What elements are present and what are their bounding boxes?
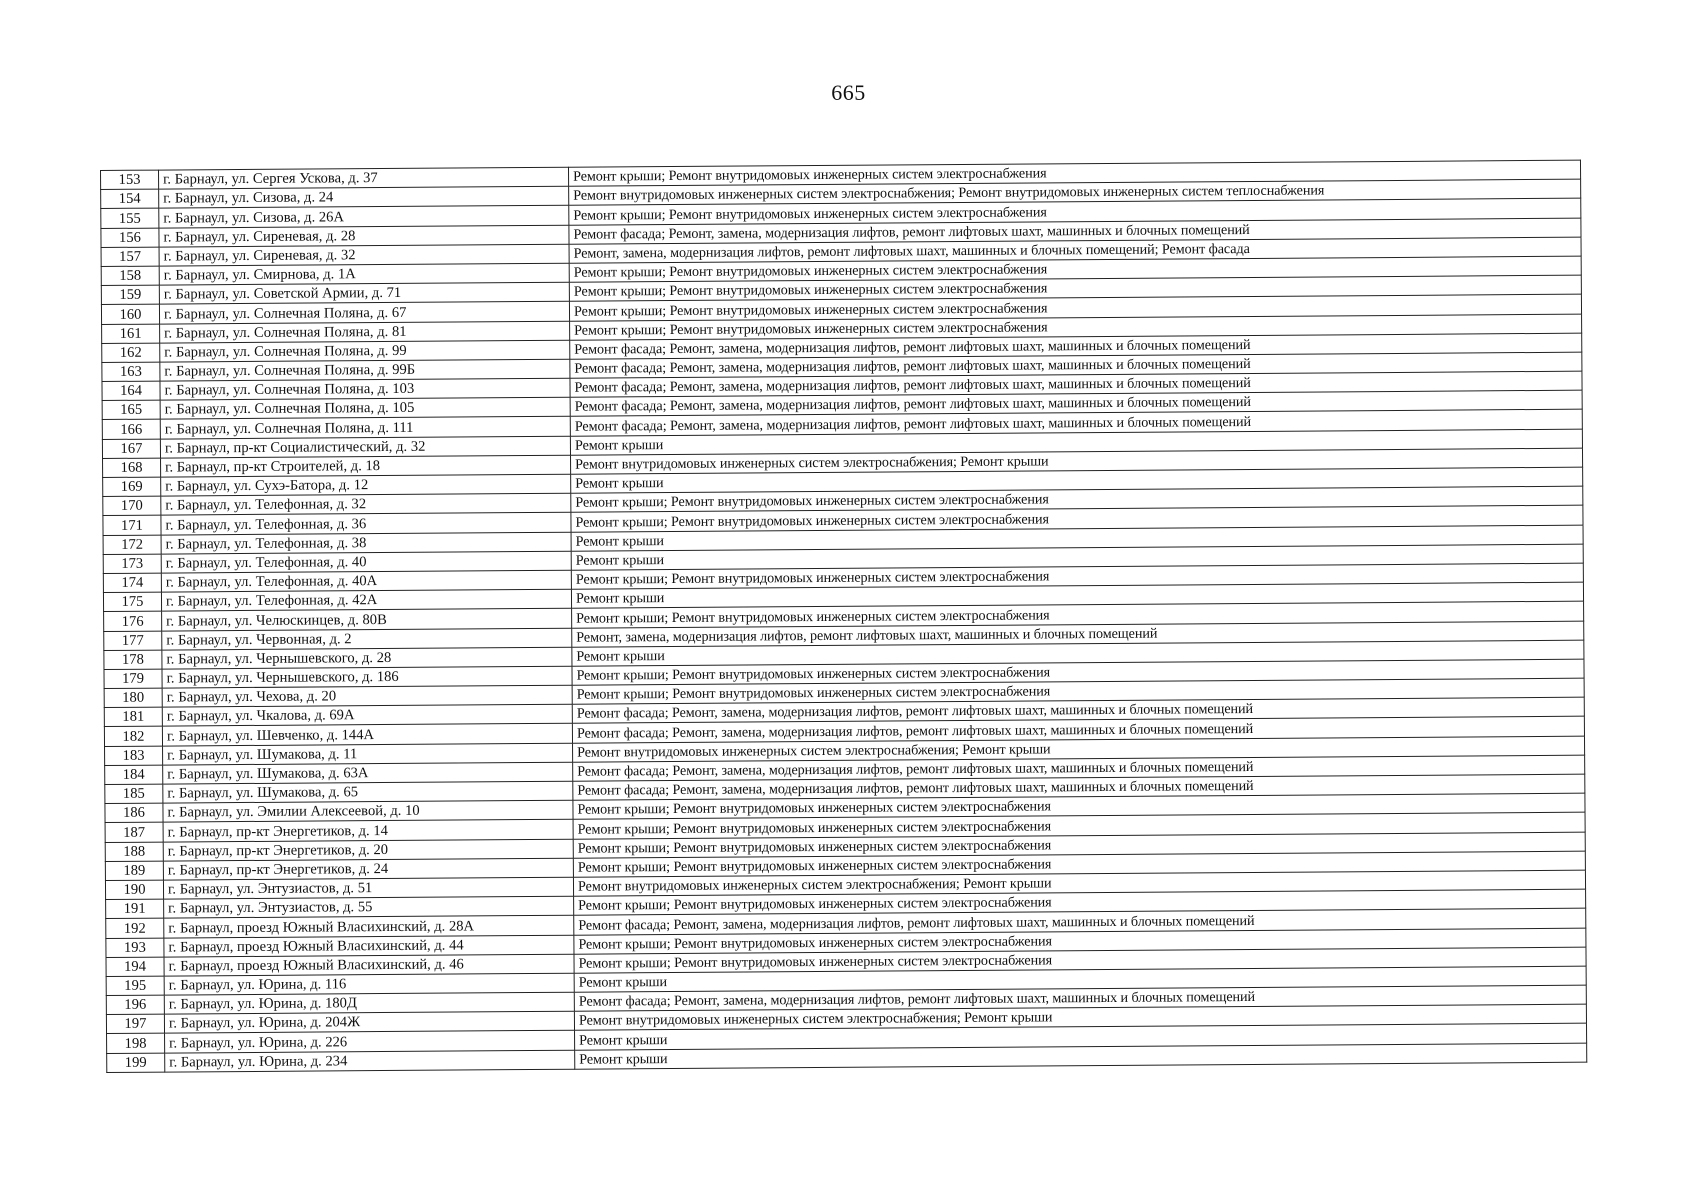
address-cell: г. Барнаул, ул. Шумакова, д. 65 (163, 781, 573, 803)
row-number-cell: 158 (101, 266, 159, 286)
address-cell: г. Барнаул, проезд Южный Власихинский, д. 28А (164, 916, 574, 938)
works-cell: Ремонт фасада; Ремонт, замена, модернизация лифтов, ремонт лифтовых шахт, машинных и блочных помещений (574, 985, 1586, 1011)
row-number-cell: 157 (101, 247, 159, 267)
row-number-cell: 172 (103, 535, 161, 555)
row-number-cell: 195 (106, 976, 164, 996)
works-cell: Ремонт крыши; Ремонт внутридомовых инженерных систем электроснабжения (573, 851, 1585, 877)
address-cell: г. Барнаул, ул. Солнечная Поляна, д. 99Б (160, 359, 570, 381)
works-cell: Ремонт крыши (575, 1024, 1587, 1050)
table-body (101, 160, 1587, 1072)
row-number-cell: 187 (105, 822, 163, 842)
works-cell: Ремонт фасада; Ремонт, замена, модернизация лифтов, ремонт лифтовых шахт, машинных и блочных помещений (570, 333, 1582, 359)
works-cell: Ремонт фасада; Ремонт, замена, модернизация лифтов, ремонт лифтовых шахт, машинных и блочных помещений (570, 390, 1582, 416)
row-number-cell: 184 (105, 765, 163, 785)
row-number-cell: 163 (102, 362, 160, 382)
works-cell: Ремонт крыши; Ремонт внутридомовых инженерных систем электроснабжения (571, 506, 1583, 532)
address-cell: г. Барнаул, ул. Солнечная Поляна, д. 67 (159, 302, 569, 324)
row-number-cell: 177 (104, 631, 162, 651)
row-number-cell: 186 (105, 803, 163, 823)
works-cell: Ремонт крыши; Ремонт внутридомовых инженерных систем электроснабжения (569, 294, 1581, 320)
works-cell: Ремонт крыши; Ремонт внутридомовых инженерных систем электроснабжения (572, 659, 1584, 685)
works-cell: Ремонт, замена, модернизация лифтов, ремонт лифтовых шахт, машинных и блочных помещений; Ремонт фасада (569, 237, 1581, 263)
works-cell: Ремонт крыши; Ремонт внутридомовых инженерных систем электроснабжения (569, 275, 1581, 301)
row-number-cell: 155 (101, 208, 159, 228)
works-cell: Ремонт фасада; Ремонт, замена, модернизация лифтов, ремонт лифтовых шахт, машинных и блочных помещений (573, 755, 1585, 781)
address-cell: г. Барнаул, ул. Чернышевского, д. 28 (162, 647, 572, 669)
address-cell: г. Барнаул, ул. Телефонная, д. 36 (161, 513, 571, 535)
works-cell: Ремонт фасада; Ремонт, замена, модернизация лифтов, ремонт лифтовых шахт, машинных и блочных помещений (573, 774, 1585, 800)
row-number-cell: 174 (103, 573, 161, 593)
address-cell: г. Барнаул, ул. Сизова, д. 26А (159, 206, 569, 228)
address-cell: г. Барнаул, пр-кт Энергетиков, д. 20 (163, 839, 573, 861)
address-cell: г. Барнаул, ул. Энтузиастов, д. 51 (163, 877, 573, 899)
works-cell: Ремонт крыши; Ремонт внутридомовых инженерных систем электроснабжения (571, 563, 1583, 589)
works-cell: Ремонт крыши; Ремонт внутридомовых инженерных систем электроснабжения (573, 832, 1585, 858)
row-number-cell: 165 (102, 400, 160, 420)
works-cell: Ремонт крыши; Ремонт внутридомовых инженерных систем электроснабжения (572, 678, 1584, 704)
address-cell: г. Барнаул, пр-кт Социалистический, д. 32 (160, 436, 570, 458)
works-cell: Ремонт крыши; Ремонт внутридомовых инженерных систем электроснабжения (573, 793, 1585, 819)
works-cell: Ремонт крыши; Ремонт внутридомовых инженерных систем электроснабжения (574, 928, 1586, 954)
row-number-cell: 156 (101, 228, 159, 248)
address-cell: г. Барнаул, пр-кт Энергетиков, д. 14 (163, 820, 573, 842)
address-cell: г. Барнаул, пр-кт Строителей, д. 18 (161, 455, 571, 477)
works-cell: Ремонт крыши (571, 544, 1583, 570)
address-cell: г. Барнаул, ул. Солнечная Поляна, д. 81 (160, 321, 570, 343)
address-cell: г. Барнаул, проезд Южный Власихинский, д. 46 (164, 954, 574, 976)
address-cell: г. Барнаул, ул. Юрина, д. 226 (165, 1031, 575, 1053)
row-number-cell: 182 (104, 727, 162, 747)
row-number-cell: 179 (104, 669, 162, 689)
works-cell: Ремонт фасада; Ремонт, замена, модернизация лифтов, ремонт лифтовых шахт, машинных и блочных помещений (570, 410, 1582, 436)
address-cell: г. Барнаул, ул. Чкалова, д. 69А (162, 704, 572, 726)
row-number-cell: 173 (103, 554, 161, 574)
row-number-cell: 180 (104, 688, 162, 708)
repair-schedule-table (100, 160, 1586, 1073)
row-number-cell: 166 (102, 420, 160, 440)
row-number-cell: 198 (107, 1034, 165, 1054)
works-cell: Ремонт крыши; Ремонт внутридомовых инженерных систем электроснабжения (573, 813, 1585, 839)
works-cell: Ремонт внутридомовых инженерных систем электроснабжения; Ремонт крыши (574, 1004, 1586, 1030)
address-cell: г. Барнаул, ул. Червонная, д. 2 (162, 628, 572, 650)
row-number-cell: 190 (105, 880, 163, 900)
address-cell: г. Барнаул, ул. Смирнова, д. 1А (159, 263, 569, 285)
address-cell: г. Барнаул, ул. Шумакова, д. 11 (163, 743, 573, 765)
works-cell: Ремонт крыши; Ремонт внутридомовых инженерных систем электроснабжения (571, 486, 1583, 512)
row-number-cell: 175 (103, 592, 161, 612)
row-number-cell: 170 (103, 496, 161, 516)
row-number-cell: 161 (102, 324, 160, 344)
address-cell: г. Барнаул, проезд Южный Власихинский, д. 44 (164, 935, 574, 957)
address-cell: г. Барнаул, ул. Сухэ-Батора, д. 12 (161, 474, 571, 496)
works-cell: Ремонт крыши (575, 1043, 1587, 1069)
works-cell: Ремонт крыши; Ремонт внутридомовых инженерных систем электроснабжения (570, 314, 1582, 340)
works-cell: Ремонт крыши; Ремонт внутридомовых инженерных систем электроснабжения (568, 160, 1580, 186)
address-cell: г. Барнаул, ул. Телефонная, д. 40А (161, 570, 571, 592)
row-number-cell: 176 (104, 611, 162, 631)
row-number-cell: 164 (102, 381, 160, 401)
row-number-cell: 183 (105, 746, 163, 766)
row-number-cell: 171 (103, 515, 161, 535)
works-cell: Ремонт фасада; Ремонт, замена, модернизация лифтов, ремонт лифтовых шахт, машинных и блочных помещений (569, 218, 1581, 244)
address-cell: г. Барнаул, ул. Сизова, д. 24 (159, 186, 569, 208)
works-cell: Ремонт крыши (571, 525, 1583, 551)
row-number-cell: 167 (102, 439, 160, 459)
address-cell: г. Барнаул, ул. Чехова, д. 20 (162, 685, 572, 707)
row-number-cell: 178 (104, 650, 162, 670)
row-number-cell: 194 (106, 957, 164, 977)
works-cell: Ремонт фасада; Ремонт, замена, модернизация лифтов, ремонт лифтовых шахт, машинных и блочных помещений (570, 371, 1582, 397)
row-number-cell: 199 (107, 1053, 165, 1073)
row-number-cell: 153 (101, 170, 159, 190)
address-cell: г. Барнаул, ул. Энтузиастов, д. 55 (164, 896, 574, 918)
address-cell: г. Барнаул, ул. Юрина, д. 204Ж (164, 1011, 574, 1033)
row-number-cell: 185 (105, 784, 163, 804)
address-cell: г. Барнаул, ул. Сергея Ускова, д. 37 (159, 167, 569, 189)
works-cell: Ремонт крыши (574, 966, 1586, 992)
works-cell: Ремонт внутридомовых инженерных систем электроснабжения; Ремонт крыши (571, 448, 1583, 474)
address-cell: г. Барнаул, ул. Солнечная Поляна, д. 111 (160, 417, 570, 439)
address-cell: г. Барнаул, ул. Телефонная, д. 40 (161, 551, 571, 573)
row-number-cell: 189 (105, 861, 163, 881)
address-cell: г. Барнаул, ул. Телефонная, д. 32 (161, 493, 571, 515)
address-cell: г. Барнаул, ул. Челюскинцев, д. 80В (162, 609, 572, 631)
row-number-cell: 192 (106, 918, 164, 938)
works-cell: Ремонт фасада; Ремонт, замена, модернизация лифтов, ремонт лифтовых шахт, машинных и блочных помещений (570, 352, 1582, 378)
works-cell: Ремонт крыши; Ремонт внутридомовых инженерных систем электроснабжения (574, 889, 1586, 915)
row-number-cell: 193 (106, 938, 164, 958)
works-cell: Ремонт внутридомовых инженерных систем электроснабжения; Ремонт крыши (573, 870, 1585, 896)
address-cell: г. Барнаул, ул. Солнечная Поляна, д. 103 (160, 378, 570, 400)
row-number-cell: 196 (106, 995, 164, 1015)
works-cell: Ремонт крыши; Ремонт внутридомовых инженерных систем электроснабжения (569, 199, 1581, 225)
row-number-cell: 181 (104, 707, 162, 727)
row-number-cell: 197 (106, 1014, 164, 1034)
works-cell: Ремонт крыши; Ремонт внутридомовых инженерных систем электроснабжения (572, 601, 1584, 627)
row-number-cell: 191 (106, 899, 164, 919)
works-cell: Ремонт внутридомовых инженерных систем электроснабжения; Ремонт внутридомовых инженерных систем теплоснабжения (569, 179, 1581, 205)
address-cell: г. Барнаул, ул. Сиреневая, д. 32 (159, 244, 569, 266)
row-number-cell: 188 (105, 842, 163, 862)
address-cell: г. Барнаул, ул. Шумакова, д. 63А (163, 762, 573, 784)
works-cell: Ремонт крыши; Ремонт внутридомовых инженерных систем электроснабжения (569, 256, 1581, 282)
address-cell: г. Барнаул, ул. Чернышевского, д. 186 (162, 666, 572, 688)
address-cell: г. Барнаул, ул. Солнечная Поляна, д. 99 (160, 340, 570, 362)
address-cell: г. Барнаул, ул. Телефонная, д. 38 (161, 532, 571, 554)
row-number-cell: 168 (103, 458, 161, 478)
address-cell: г. Барнаул, ул. Юрина, д. 180Д (164, 992, 574, 1014)
row-number-cell: 159 (101, 285, 159, 305)
works-cell: Ремонт крыши (572, 640, 1584, 666)
row-number-cell: 169 (103, 477, 161, 497)
address-cell: г. Барнаул, ул. Юрина, д. 116 (164, 973, 574, 995)
works-cell: Ремонт фасада; Ремонт, замена, модернизация лифтов, ремонт лифтовых шахт, машинных и блочных помещений (572, 717, 1584, 743)
row-number-cell: 160 (101, 304, 159, 324)
address-cell: г. Барнаул, ул. Эмилии Алексеевой, д. 10 (163, 800, 573, 822)
works-cell: Ремонт крыши (571, 467, 1583, 493)
row-number-cell: 154 (101, 189, 159, 209)
works-cell: Ремонт фасада; Ремонт, замена, модернизация лифтов, ремонт лифтовых шахт, машинных и блочных помещений (574, 908, 1586, 934)
works-cell: Ремонт крыши (570, 429, 1582, 455)
works-cell: Ремонт крыши; Ремонт внутридомовых инженерных систем электроснабжения (574, 947, 1586, 973)
address-cell: г. Барнаул, ул. Шевченко, д. 144А (162, 724, 572, 746)
works-cell: Ремонт внутридомовых инженерных систем электроснабжения; Ремонт крыши (573, 736, 1585, 762)
page-number: 665 (831, 80, 866, 105)
row-number-cell: 162 (102, 343, 160, 363)
address-cell: г. Барнаул, ул. Солнечная Поляна, д. 105 (160, 397, 570, 419)
address-cell: г. Барнаул, ул. Сиреневая, д. 28 (159, 225, 569, 247)
address-cell: г. Барнаул, ул. Советской Армии, д. 71 (159, 282, 569, 304)
address-cell: г. Барнаул, ул. Юрина, д. 234 (165, 1050, 575, 1072)
works-cell: Ремонт, замена, модернизация лифтов, ремонт лифтовых шахт, машинных и блочных помещений (572, 621, 1584, 647)
works-cell: Ремонт фасада; Ремонт, замена, модернизация лифтов, ремонт лифтовых шахт, машинных и блочных помещений (572, 697, 1584, 723)
address-cell: г. Барнаул, ул. Телефонная, д. 42А (161, 589, 571, 611)
works-cell: Ремонт крыши (571, 582, 1583, 608)
address-cell: г. Барнаул, пр-кт Энергетиков, д. 24 (163, 858, 573, 880)
